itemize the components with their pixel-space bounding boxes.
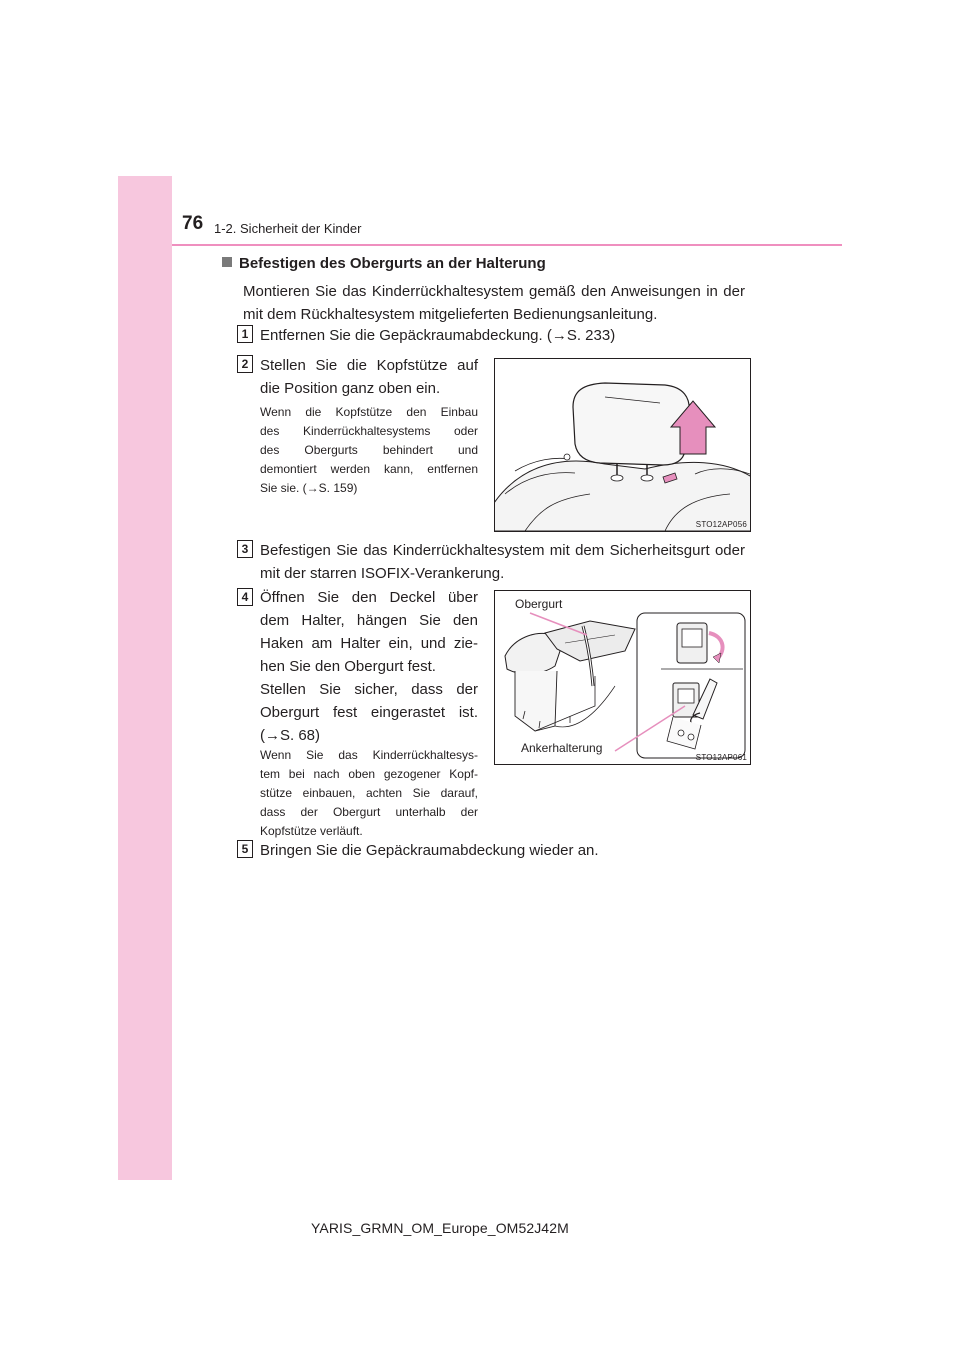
page-number: 76	[182, 213, 204, 234]
step-number: 5	[237, 840, 253, 858]
step-note: Wenn Sie das Kinderrückhaltesys- tem bei nach oben gezogener Kopf- stütze einbauen, achten Sie darauf, dass der Obergurt unterhalb der Kopfstütze verläuft.	[260, 748, 478, 838]
section-heading: Befestigen des Obergurts an der Halterung	[222, 255, 546, 272]
side-tab	[118, 176, 172, 1180]
step-text: Stellen Sie die Kopfstütze auf die Position ganz oben ein.	[260, 357, 478, 397]
headrest-figure	[494, 358, 751, 532]
step-number: 1	[237, 325, 253, 343]
step-text: Entfernen Sie die Gepäckraumabdeckung. (→S. 233)	[260, 327, 616, 344]
figure-code: STO12AP061	[695, 753, 747, 762]
figure-code: STO12AP056	[695, 520, 747, 529]
anchor-figure	[494, 590, 751, 765]
step-number: 2	[237, 355, 253, 373]
section-title: 1-2. Sicherheit der Kinder	[214, 221, 362, 236]
intro-paragraph: Montieren Sie das Kinderrückhaltesystem gemäß den Anweisungen in der mit dem Rückhaltesystem mitgelieferten Bedienungsanleitung.	[243, 283, 745, 323]
callout-label: Obergurt	[515, 597, 563, 611]
step-number: 4	[237, 588, 253, 606]
step-text: Öffnen Sie den Deckel über dem Halter, hängen Sie den Haken am Halter ein, und zie- hen Sie den Obergurt fest. Stellen Sie sicher, dass der Obergurt fest eingerastet ist. (→S. 68)	[260, 589, 478, 744]
header-rule	[172, 244, 842, 246]
step-text: Bringen Sie die Gepäckraumabdeckung wieder an.	[260, 842, 599, 859]
step-number: 3	[237, 540, 253, 558]
document-id: YARIS_GRMN_OM_Europe_OM52J42M	[311, 1220, 569, 1236]
step-note: Wenn die Kopfstütze den Einbau des Kinderrückhaltesystems oder des Obergurts behindert und demontiert werden kann, entfernen Sie sie. (→S. 159)	[260, 405, 478, 495]
callout-label: Ankerhalterung	[521, 741, 603, 755]
square-bullet-icon	[222, 257, 232, 267]
step-text: Befestigen Sie das Kinderrückhaltesystem mit dem Sicherheitsgurt oder mit der starren ISOFIX-Verankerung.	[260, 542, 745, 582]
